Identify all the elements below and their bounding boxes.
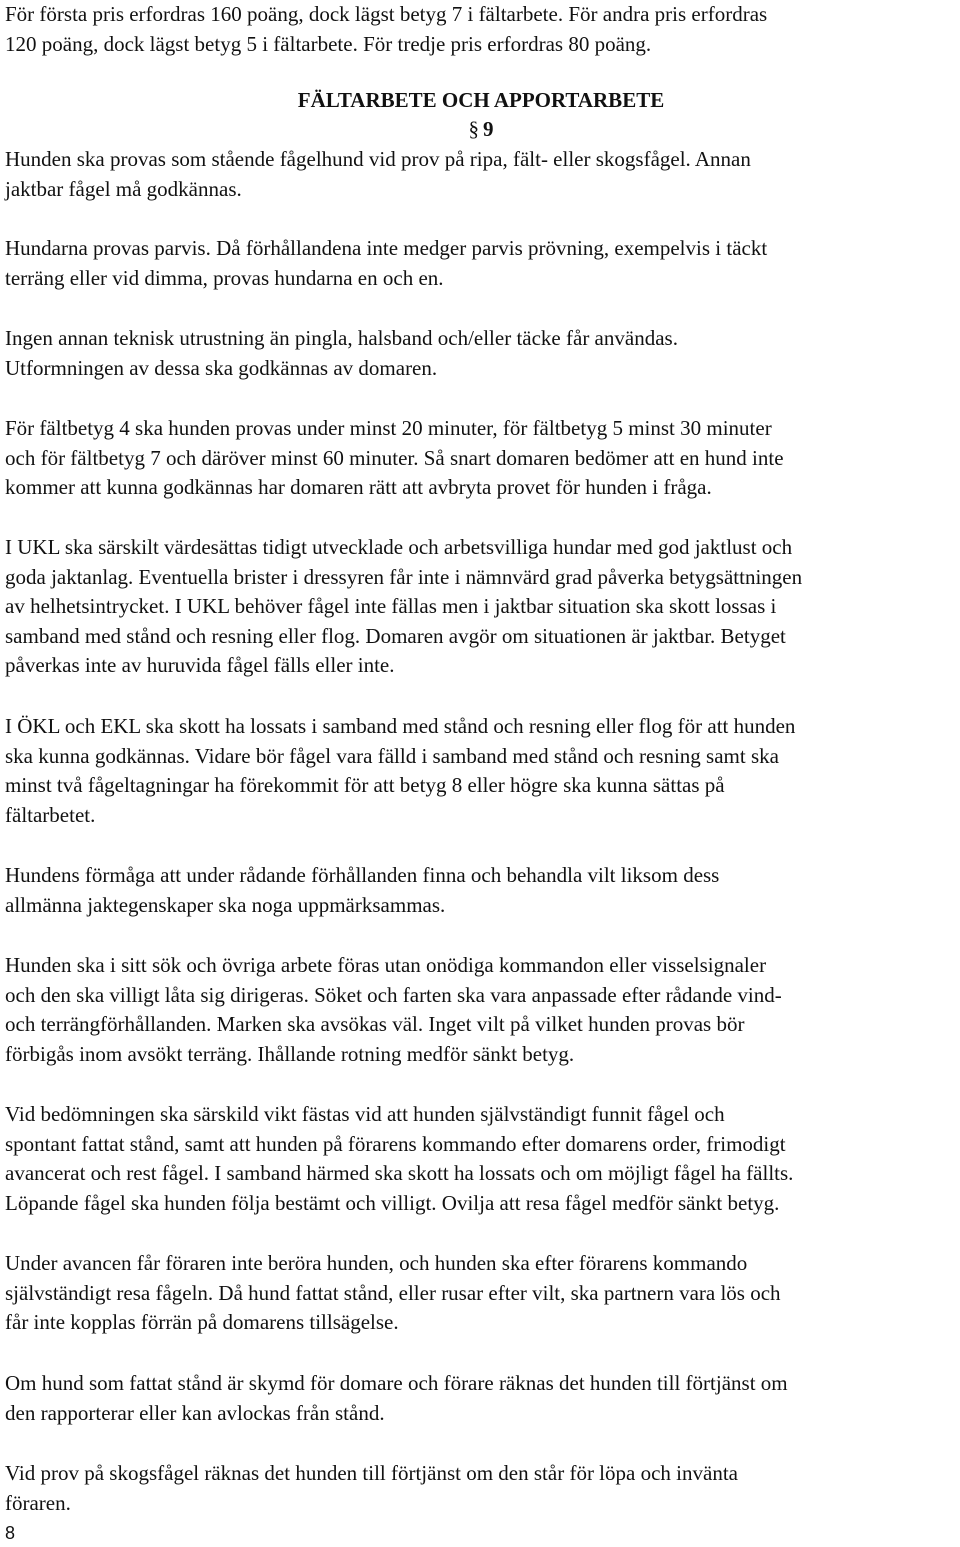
paragraph-8: Hunden ska i sitt sök och övriga arbete föras utan onödiga kommandon eller visselsignaler och den ska villigt låta sig dirigeras. Söket och farten ska vara anpassade efter rådande vind- och terrängförhållanden. Marken ska avsökas väl. Inget vilt på vilket hunden provas bör förbigås inom avsökt terräng. Ihållande rotning medför sänkt betyg. <box>5 953 782 1066</box>
paragraph-10: Under avancen får föraren inte beröra hunden, och hunden ska efter förarens kommando självständigt resa fågeln. Då hund fattat stånd, eller rusar efter vilt, ska partnern vara lös och får inte kopplas förrän på domarens tillsägelse. <box>5 1251 781 1335</box>
paragraph-12: Vid prov på skogsfågel räknas det hunden till förtjänst om den står för löpa och invänta föraren. <box>5 1461 738 1515</box>
paragraph-7: Hundens förmåga att under rådande förhållanden finna och behandla vilt liksom dess allmänna jaktegenskaper ska noga uppmärksammas. <box>5 863 720 917</box>
intro-paragraph: För första pris erfordras 160 poäng, dock lägst betyg 7 i fältarbete. För andra pris erfordras 120 poäng, dock lägst betyg 5 i fältarbete. För tredje pris erfordras 80 poäng. <box>5 2 768 56</box>
section-heading: FÄLTARBETE OCH APPORTARBETE <box>297 88 665 112</box>
paragraph-5: I UKL ska särskilt värdesättas tidigt utvecklade och arbetsvilliga hundar med god jaktlust och goda jaktanlag. Eventuella brister i dressyren får inte i nämnvärd grad påverka betygsättningen av helhetsintrycket. I UKL behöver fågel inte fällas men i jaktbar situation ska skott lossas i samband med stånd och resning eller flog. Domaren avgör om situationen är jaktbar. Betyget påverkas inte av huruvida fågel fälls eller inte. <box>5 535 803 678</box>
paragraph-2: Hundarna provas parvis. Då förhållandena inte medger parvis prövning, exempelvis i täckt terräng eller vid dimma, provas hundarna en och en. <box>5 236 768 290</box>
paragraph-3: Ingen annan teknisk utrustning än pingla, halsband och/eller täcke får användas. Utformningen av dessa ska godkännas av domaren. <box>5 326 678 380</box>
paragraph-4: För fältbetyg 4 ska hunden provas under minst 20 minuter, för fältbetyg 5 minst 30 minuter och för fältbetyg 7 och däröver minst 60 minuter. Så snart domaren bedömer att en hund inte kommer att kunna godkännas har domaren rätt att avbryta provet för hunden i fråga. <box>5 416 784 500</box>
page-number: 8 <box>5 1523 16 1543</box>
section-number <box>5 115 957 145</box>
section-symbol: § <box>468 117 479 141</box>
paragraph-9: Vid bedömningen ska särskild vikt fästas vid att hunden självständigt funnit fågel och spontant fattat stånd, samt att hunden på förarens kommando efter domarens order, frimodigt avancerat och rest fågel. I samband härmed ska skott ha lossats och om möjligt fågel ha fällts. Löpande fågel ska hunden följa bestämt och villigt. Ovilja att resa fågel medför sänkt betyg. <box>5 1102 794 1215</box>
section-number-value: 9 <box>483 117 494 141</box>
paragraph-6: I ÖKL och EKL ska skott ha lossats i samband med stånd och resning eller flog för att hunden ska kunna godkännas. Vidare bör fågel vara fälld i samband med stånd och resning samt ska minst två fågeltagningar ha förekommit för att betyg 8 eller högre ska kunna sättas på fältarbetet. <box>5 714 796 827</box>
paragraph-1: Hunden ska provas som stående fågelhund vid prov på ripa, fält- eller skogsfågel. Annan jaktbar fågel må godkännas. <box>5 147 751 201</box>
paragraph-11: Om hund som fattat stånd är skymd för domare och förare räknas det hunden till förtjänst om den rapporterar eller kan avlockas från stånd. <box>5 1371 788 1425</box>
